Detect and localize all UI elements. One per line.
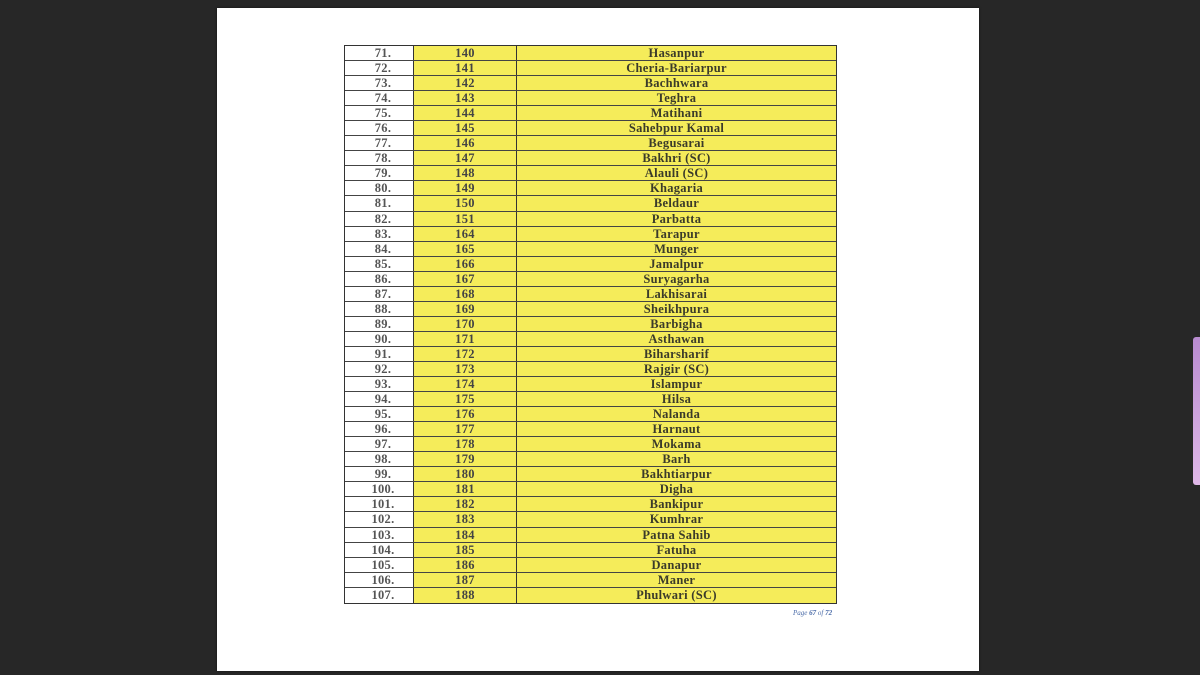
serial-number-cell: 81. [345, 196, 414, 210]
constituency-name-cell: Bakhri (SC) [517, 151, 836, 165]
table-row [345, 106, 836, 121]
ac-number-cell: 184 [414, 528, 517, 542]
constituency-name-cell: Bankipur [517, 497, 836, 511]
serial-number-cell: 85. [345, 257, 414, 271]
constituency-name-cell: Rajgir (SC) [517, 362, 836, 376]
constituency-name-cell: Alauli (SC) [517, 166, 836, 180]
constituency-name-cell: Parbatta [517, 212, 836, 226]
ac-number-cell: 145 [414, 121, 517, 135]
ac-number-cell: 147 [414, 151, 517, 165]
table-row [345, 377, 836, 392]
table-row [345, 422, 836, 437]
ac-number-cell: 180 [414, 467, 517, 481]
constituency-name-cell: Jamalpur [517, 257, 836, 271]
constituency-name-cell: Munger [517, 242, 836, 256]
table-row [345, 46, 836, 61]
ac-number-cell: 142 [414, 76, 517, 90]
ac-number-cell: 141 [414, 61, 517, 75]
constituency-name-cell: Cheria-Bariarpur [517, 61, 836, 75]
table-row [345, 257, 836, 272]
serial-number-cell: 97. [345, 437, 414, 451]
table-row [345, 196, 836, 211]
of-label: of [817, 609, 824, 617]
serial-number-cell: 78. [345, 151, 414, 165]
ac-number-cell: 186 [414, 558, 517, 572]
serial-number-cell: 88. [345, 302, 414, 316]
ac-number-cell: 144 [414, 106, 517, 120]
constituency-name-cell: Matihani [517, 106, 836, 120]
serial-number-cell: 102. [345, 512, 414, 526]
serial-number-cell: 80. [345, 181, 414, 195]
constituency-name-cell: Danapur [517, 558, 836, 572]
serial-number-cell: 79. [345, 166, 414, 180]
serial-number-cell: 84. [345, 242, 414, 256]
serial-number-cell: 91. [345, 347, 414, 361]
page-label: Page [793, 609, 808, 617]
table-row [345, 512, 836, 527]
table-row [345, 558, 836, 573]
table-row [345, 272, 836, 287]
table-row [345, 588, 836, 603]
serial-number-cell: 106. [345, 573, 414, 587]
ac-number-cell: 168 [414, 287, 517, 301]
ac-number-cell: 187 [414, 573, 517, 587]
ac-number-cell: 172 [414, 347, 517, 361]
table-row [345, 332, 836, 347]
table-row [345, 317, 836, 332]
table-row [345, 91, 836, 106]
ac-number-cell: 181 [414, 482, 517, 496]
ac-number-cell: 170 [414, 317, 517, 331]
ac-number-cell: 164 [414, 227, 517, 241]
serial-number-cell: 82. [345, 212, 414, 226]
serial-number-cell: 96. [345, 422, 414, 436]
serial-number-cell: 104. [345, 543, 414, 557]
table-row [345, 528, 836, 543]
table-row [345, 227, 836, 242]
ac-number-cell: 166 [414, 257, 517, 271]
document-page [217, 8, 979, 671]
table-row [345, 302, 836, 317]
table-row [345, 61, 836, 76]
constituency-name-cell: Khagaria [517, 181, 836, 195]
table-row [345, 573, 836, 588]
serial-number-cell: 94. [345, 392, 414, 406]
constituency-name-cell: Biharsharif [517, 347, 836, 361]
table-row [345, 452, 836, 467]
ac-number-cell: 149 [414, 181, 517, 195]
serial-number-cell: 105. [345, 558, 414, 572]
constituency-name-cell: Phulwari (SC) [517, 588, 836, 603]
ac-number-cell: 167 [414, 272, 517, 286]
serial-number-cell: 77. [345, 136, 414, 150]
ac-number-cell: 179 [414, 452, 517, 466]
table-row [345, 136, 836, 151]
ac-number-cell: 177 [414, 422, 517, 436]
constituency-name-cell: Teghra [517, 91, 836, 105]
constituency-name-cell: Sahebpur Kamal [517, 121, 836, 135]
table-row [345, 151, 836, 166]
table-row [345, 287, 836, 302]
serial-number-cell: 95. [345, 407, 414, 421]
ac-number-cell: 146 [414, 136, 517, 150]
ac-number-cell: 171 [414, 332, 517, 346]
constituency-name-cell: Harnaut [517, 422, 836, 436]
table-row [345, 482, 836, 497]
ac-number-cell: 178 [414, 437, 517, 451]
serial-number-cell: 100. [345, 482, 414, 496]
ac-number-cell: 151 [414, 212, 517, 226]
ac-number-cell: 150 [414, 196, 517, 210]
table-row [345, 76, 836, 91]
serial-number-cell: 93. [345, 377, 414, 391]
constituency-name-cell: Hilsa [517, 392, 836, 406]
ac-number-cell: 175 [414, 392, 517, 406]
serial-number-cell: 73. [345, 76, 414, 90]
table-row [345, 242, 836, 257]
table-row [345, 121, 836, 136]
table-row [345, 392, 836, 407]
table-row [345, 212, 836, 227]
ac-number-cell: 183 [414, 512, 517, 526]
constituency-table [344, 45, 837, 604]
serial-number-cell: 86. [345, 272, 414, 286]
constituency-name-cell: Sheikhpura [517, 302, 836, 316]
vertical-scrollbar[interactable] [1193, 337, 1200, 485]
constituency-name-cell: Barh [517, 452, 836, 466]
ac-number-cell: 140 [414, 46, 517, 60]
serial-number-cell: 101. [345, 497, 414, 511]
ac-number-cell: 185 [414, 543, 517, 557]
ac-number-cell: 188 [414, 588, 517, 603]
ac-number-cell: 165 [414, 242, 517, 256]
table-row [345, 362, 836, 377]
serial-number-cell: 75. [345, 106, 414, 120]
serial-number-cell: 76. [345, 121, 414, 135]
constituency-name-cell: Maner [517, 573, 836, 587]
constituency-name-cell: Digha [517, 482, 836, 496]
constituency-name-cell: Tarapur [517, 227, 836, 241]
ac-number-cell: 148 [414, 166, 517, 180]
table-row [345, 437, 836, 452]
ac-number-cell: 182 [414, 497, 517, 511]
table-row [345, 497, 836, 512]
serial-number-cell: 92. [345, 362, 414, 376]
total-pages: 72 [825, 609, 833, 617]
ac-number-cell: 143 [414, 91, 517, 105]
table-row [345, 543, 836, 558]
constituency-name-cell: Hasanpur [517, 46, 836, 60]
serial-number-cell: 90. [345, 332, 414, 346]
constituency-name-cell: Beldaur [517, 196, 836, 210]
serial-number-cell: 89. [345, 317, 414, 331]
current-page: 67 [809, 609, 817, 617]
table-row [345, 181, 836, 196]
serial-number-cell: 98. [345, 452, 414, 466]
constituency-name-cell: Fatuha [517, 543, 836, 557]
serial-number-cell: 71. [345, 46, 414, 60]
constituency-name-cell: Begusarai [517, 136, 836, 150]
constituency-name-cell: Asthawan [517, 332, 836, 346]
serial-number-cell: 107. [345, 588, 414, 603]
page-number-footer [793, 609, 832, 617]
table-row [345, 407, 836, 422]
serial-number-cell: 103. [345, 528, 414, 542]
serial-number-cell: 99. [345, 467, 414, 481]
ac-number-cell: 169 [414, 302, 517, 316]
constituency-name-cell: Nalanda [517, 407, 836, 421]
serial-number-cell: 72. [345, 61, 414, 75]
constituency-name-cell: Bakhtiarpur [517, 467, 836, 481]
serial-number-cell: 74. [345, 91, 414, 105]
constituency-name-cell: Kumhrar [517, 512, 836, 526]
table-row [345, 166, 836, 181]
table-row [345, 347, 836, 362]
serial-number-cell: 83. [345, 227, 414, 241]
constituency-name-cell: Lakhisarai [517, 287, 836, 301]
ac-number-cell: 173 [414, 362, 517, 376]
constituency-name-cell: Bachhwara [517, 76, 836, 90]
constituency-name-cell: Barbigha [517, 317, 836, 331]
ac-number-cell: 176 [414, 407, 517, 421]
table-row [345, 467, 836, 482]
serial-number-cell: 87. [345, 287, 414, 301]
constituency-name-cell: Patna Sahib [517, 528, 836, 542]
constituency-name-cell: Islampur [517, 377, 836, 391]
constituency-name-cell: Suryagarha [517, 272, 836, 286]
ac-number-cell: 174 [414, 377, 517, 391]
constituency-name-cell: Mokama [517, 437, 836, 451]
